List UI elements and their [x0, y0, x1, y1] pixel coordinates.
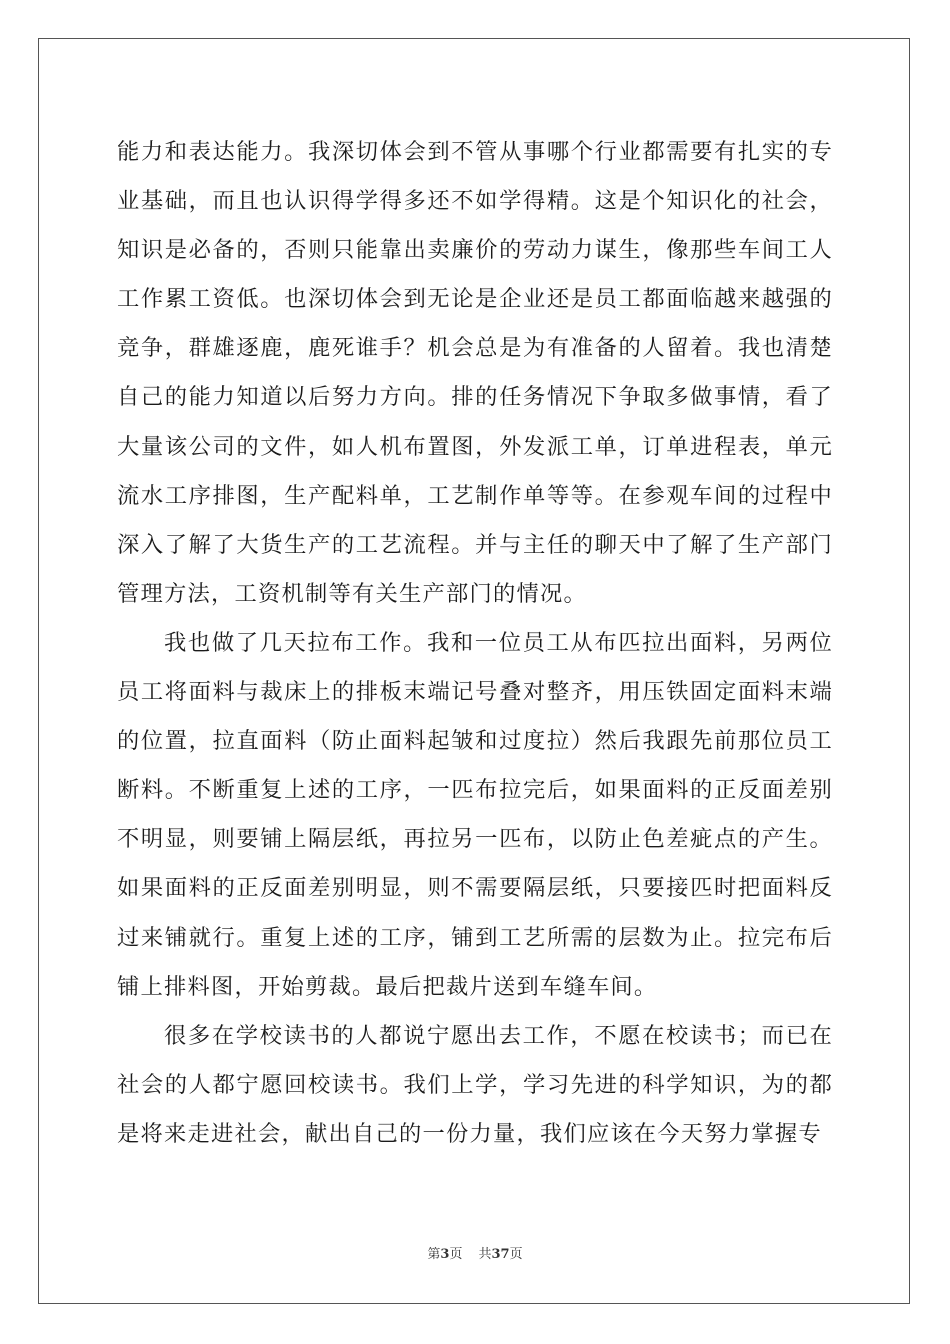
page-footer [0, 1246, 950, 1264]
total-pages-suffix: 页 [509, 1247, 523, 1262]
page-number-suffix: 页 [449, 1247, 463, 1262]
total-pages: 37 [491, 1247, 510, 1262]
total-pages-prefix: 共 [478, 1247, 492, 1262]
paragraph-2: 我也做了几天拉布工作。我和一位员工从布匹拉出面料，另两位员工将面料与裁床上的排板末端记号叠对整齐，用压铁固定面料末端的位置，拉直面料（防止面料起皱和过度拉）然后我跟先前那位员工断料。不断重复上述的工序，一匹布拉完后，如果面料的正反面差别不明显，则要铺上隔层纸，再拉另一匹布，以防止色差疵点的产生。如果面料的正反面差别明显，则不需要隔层纸，只要接匹时把面料反过来铺就行。重复上述的工序，铺到工艺所需的层数为止。拉完布后铺上排料图，开始剪裁。最后把裁片送到车缝车间。 [117, 629, 833, 1000]
paragraph-1: 能力和表达能力。我深切体会到不管从事哪个行业都需要有扎实的专业基础，而且也认识得学得多还不如学得精。这是个知识化的社会，知识是必备的，否则只能靠出卖廉价的劳动力谋生，像那些车间工人工作累工资低。也深切体会到无论是企业还是员工都面临越来越强的竞争，群雄逐鹿，鹿死谁手？机会总是为有准备的人留着。我也清楚自己的能力知道以后努力方向。排的任务情况下争取多做事情，看了大量该公司的文件，如人机布置图，外发派工单，订单进程表，单元流水工序排图，生产配料单，工艺制作单等等。在参观车间的过程中深入了解了大货生产的工艺流程。并与主任的聊天中了解了生产部门管理方法，工资机制等有关生产部门的情况。 [117, 139, 833, 607]
paragraph-3: 很多在学校读书的人都说宁愿出去工作，不愿在校读书；而已在社会的人都宁愿回校读书。我们上学，学习先进的科学知识，为的都是将来走进社会，献出自己的一份力量，我们应该在今天努力掌握专 [117, 1022, 833, 1147]
document-body [117, 128, 833, 1159]
page-number-prefix: 第 [427, 1247, 441, 1262]
page-number: 3 [440, 1247, 450, 1262]
